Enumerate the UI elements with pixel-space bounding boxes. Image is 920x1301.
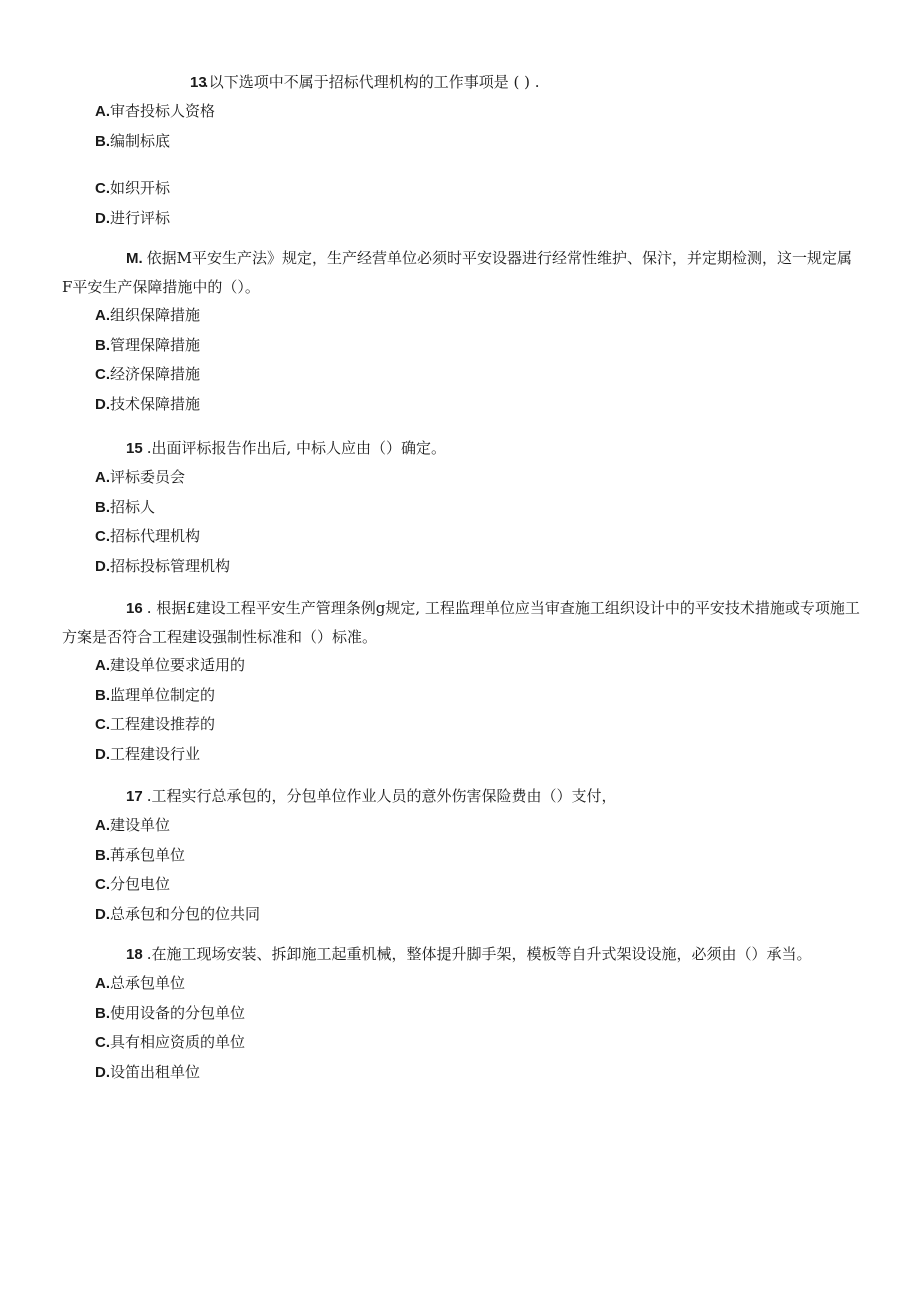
option-letter: B. [95, 1004, 110, 1022]
option-b [62, 127, 862, 157]
option-letter: B. [95, 846, 110, 864]
question-14 [62, 244, 862, 419]
option-letter: A. [95, 817, 110, 834]
question-15 [62, 434, 862, 581]
option-b [62, 331, 862, 361]
question-number: M. [126, 250, 143, 267]
option-b [62, 999, 862, 1029]
option-letter: C. [95, 1034, 110, 1051]
option-a [62, 301, 862, 331]
option-letter: A. [95, 469, 110, 486]
option-text: 编制标底 [110, 131, 171, 150]
option-d [62, 1058, 862, 1088]
option-c [62, 522, 862, 552]
spacer [62, 156, 862, 174]
question-stem [62, 940, 862, 969]
option-text: 招标人 [110, 497, 156, 516]
option-d [62, 390, 862, 420]
option-a [62, 969, 862, 999]
option-letter: C. [95, 366, 110, 383]
option-text: 工程建设行业 [110, 744, 201, 763]
option-text: 具有相应资质的单位 [110, 1033, 246, 1051]
option-c [62, 1028, 862, 1058]
option-text: 组织保障措施 [110, 306, 201, 324]
option-c [62, 360, 862, 390]
option-letter: C. [95, 528, 110, 545]
option-text: 工程建设推荐的 [110, 715, 216, 733]
option-d [62, 740, 862, 770]
option-text: 进行评标 [110, 208, 171, 227]
option-letter: D. [95, 745, 110, 763]
question-text: .在施工现场安装、拆卸施工起重机械，整体提升脚手架，模板等自升式架设设施，必须由（）承当。 [146, 945, 812, 963]
option-letter: D. [95, 905, 110, 923]
option-letter: C. [95, 716, 110, 733]
option-letter: C. [95, 180, 110, 197]
question-text: 依据M平安生产法》规定，生产经营单位必须时平安设器进行经常性维护、保汴，并定期检测，这一规定属F平安生产保障措施中的（）。 [62, 249, 853, 296]
question-text: . 根据£建设工程平安生产管理条例g规定, 工程监理单位应当审查施工组织设计中的平安技术措施或专项施工方案是否符合工程建设强制性标准和（）标准。 [62, 599, 860, 646]
option-b [62, 681, 862, 711]
option-letter: D. [95, 209, 110, 227]
option-text: 管理保障措施 [110, 335, 201, 354]
option-d [62, 900, 862, 930]
question-number: 13 [190, 74, 207, 91]
question-number: 16 [126, 600, 143, 617]
question-text: .工程实行总承包的，分包单位作业人员的意外伤害保险费由（）支付， [146, 787, 617, 805]
option-letter: B. [95, 498, 110, 516]
question-16 [62, 594, 862, 769]
option-text: 审杳投标人资格 [110, 102, 216, 120]
option-letter: A. [95, 103, 110, 120]
option-text: 设笛出租单位 [110, 1062, 201, 1081]
question-stem [62, 434, 862, 463]
option-d [62, 204, 862, 234]
question-stem [62, 594, 862, 651]
option-a [62, 651, 862, 681]
question-number: 17 [126, 788, 143, 805]
option-letter: A. [95, 657, 110, 674]
question-13 [62, 68, 862, 233]
option-text: 技术保障措施 [110, 394, 201, 413]
option-letter: D. [95, 395, 110, 413]
option-a [62, 463, 862, 493]
option-text: 使用设备的分包单位 [110, 1003, 246, 1022]
option-text: 如织开标 [110, 179, 171, 197]
option-text: 总承包单位 [110, 974, 186, 992]
question-number: 18 [126, 946, 143, 963]
option-letter: D. [95, 1063, 110, 1081]
option-letter: A. [95, 975, 110, 992]
option-letter: A. [95, 307, 110, 324]
option-text: 经济保障措施 [110, 365, 201, 383]
question-text: .出面评标报告作出后, 中标人应由（）确定。 [146, 439, 446, 457]
option-a [62, 811, 862, 841]
option-text: 苒承包单位 [110, 845, 186, 864]
question-18 [62, 940, 862, 1087]
option-d [62, 552, 862, 582]
option-b [62, 493, 862, 523]
question-17 [62, 782, 862, 929]
option-text: 招标投标管理机构 [110, 556, 231, 575]
option-c [62, 870, 862, 900]
option-letter: B. [95, 686, 110, 704]
option-text: 分包电位 [110, 875, 171, 893]
question-text: .以下选项中不属于招标代理机构的工作事项是 ( ) . [204, 73, 540, 91]
option-letter: C. [95, 876, 110, 893]
option-b [62, 841, 862, 871]
option-text: 总承包和分包的位共同 [110, 904, 261, 923]
option-letter: B. [95, 132, 110, 150]
option-letter: D. [95, 557, 110, 575]
question-stem [62, 68, 862, 97]
question-stem [62, 782, 862, 811]
option-text: 建设单位要求适用的 [110, 656, 246, 674]
option-c [62, 710, 862, 740]
question-stem [62, 244, 862, 301]
option-text: 监理单位制定的 [110, 685, 216, 704]
option-text: 评标委员会 [110, 468, 186, 486]
option-letter: B. [95, 336, 110, 354]
option-a [62, 97, 862, 127]
question-number: 15 [126, 440, 143, 457]
option-text: 建设单位 [110, 816, 171, 834]
option-text: 招标代理机构 [110, 527, 201, 545]
option-c [62, 174, 862, 204]
